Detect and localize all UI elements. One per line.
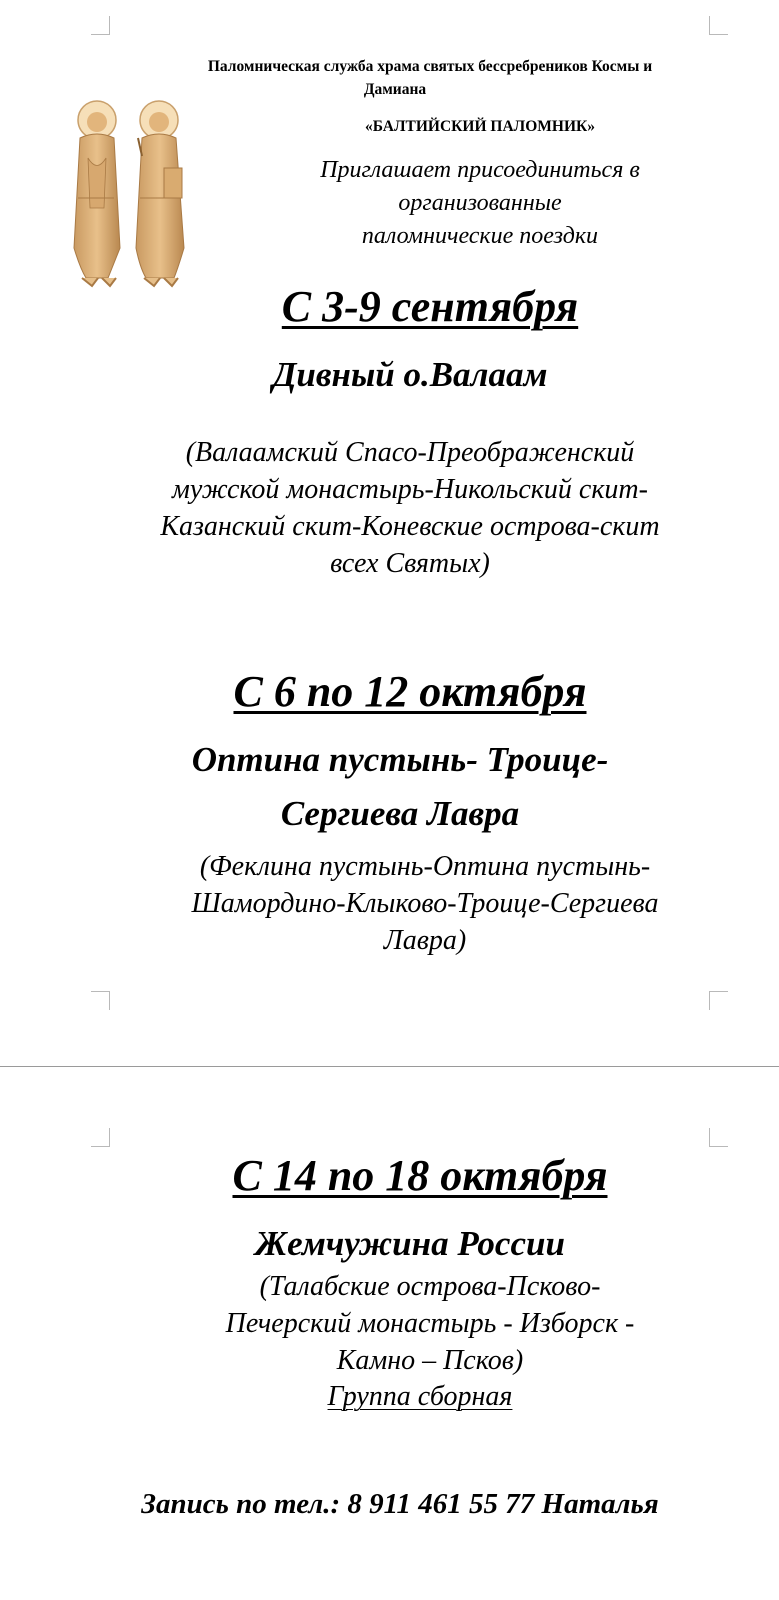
trip-3-group-note: Группа сборная bbox=[327, 1381, 513, 1412]
trip-1-route-line: Казанский скит-Коневские острова-скит bbox=[160, 511, 660, 542]
invite-line-2: организованные bbox=[398, 190, 562, 216]
trip-2-date: С 6 по 12 октября bbox=[233, 667, 587, 716]
organization-line-2: Дамиана bbox=[363, 81, 427, 98]
trip-2-title: Оптина пустынь- Троице- bbox=[191, 740, 609, 779]
page-2 bbox=[0, 1067, 779, 1600]
trip-3-route-line: Камно – Псков) bbox=[336, 1345, 524, 1376]
margin-corner-mark bbox=[91, 991, 110, 1010]
trip-3-title: Жемчужина России bbox=[255, 1224, 565, 1263]
trip-1-route-line: мужской монастырь-Никольский скит- bbox=[172, 474, 648, 505]
trip-2-route-line: Лавра) bbox=[383, 925, 467, 956]
invite-line-3: паломнические поездки bbox=[361, 223, 599, 249]
contact-phone: Запись по тел.: 8 911 461 55 77 Наталья bbox=[141, 1488, 659, 1520]
margin-corner-mark bbox=[709, 16, 728, 35]
invite-line-1: Приглашает присоединиться в bbox=[320, 157, 640, 183]
saints-cosmas-damian-icon bbox=[68, 98, 198, 298]
brand-name: «БАЛТИЙСКИЙ ПАЛОМНИК» bbox=[365, 118, 595, 135]
trip-2-title: Сергиева Лавра bbox=[280, 794, 520, 833]
trip-3-date: С 14 по 18 октября bbox=[232, 1151, 608, 1200]
margin-corner-mark bbox=[709, 1128, 728, 1147]
trip-3-route-line: Печерский монастырь - Изборск - bbox=[225, 1308, 635, 1339]
trip-1-route-line: (Валаамский Спасо-Преображенский bbox=[185, 437, 635, 468]
organization-line-1: Паломническая служба храма святых бессребреников Космы и bbox=[207, 58, 653, 75]
margin-corner-mark bbox=[91, 16, 110, 35]
trip-1-route-line: всех Святых) bbox=[330, 548, 490, 579]
trip-2-route-line: Шамордино-Клыково-Троице-Сергиева bbox=[191, 888, 659, 919]
trip-1-date: С 3-9 сентября bbox=[281, 282, 579, 331]
margin-corner-mark bbox=[91, 1128, 110, 1147]
trip-3-route-line: (Талабские острова-Псково- bbox=[259, 1271, 601, 1302]
trip-2-route-line: (Феклина пустынь-Оптина пустынь- bbox=[199, 851, 651, 882]
margin-corner-mark bbox=[709, 991, 728, 1010]
trip-1-title: Дивный о.Валаам bbox=[272, 355, 548, 394]
